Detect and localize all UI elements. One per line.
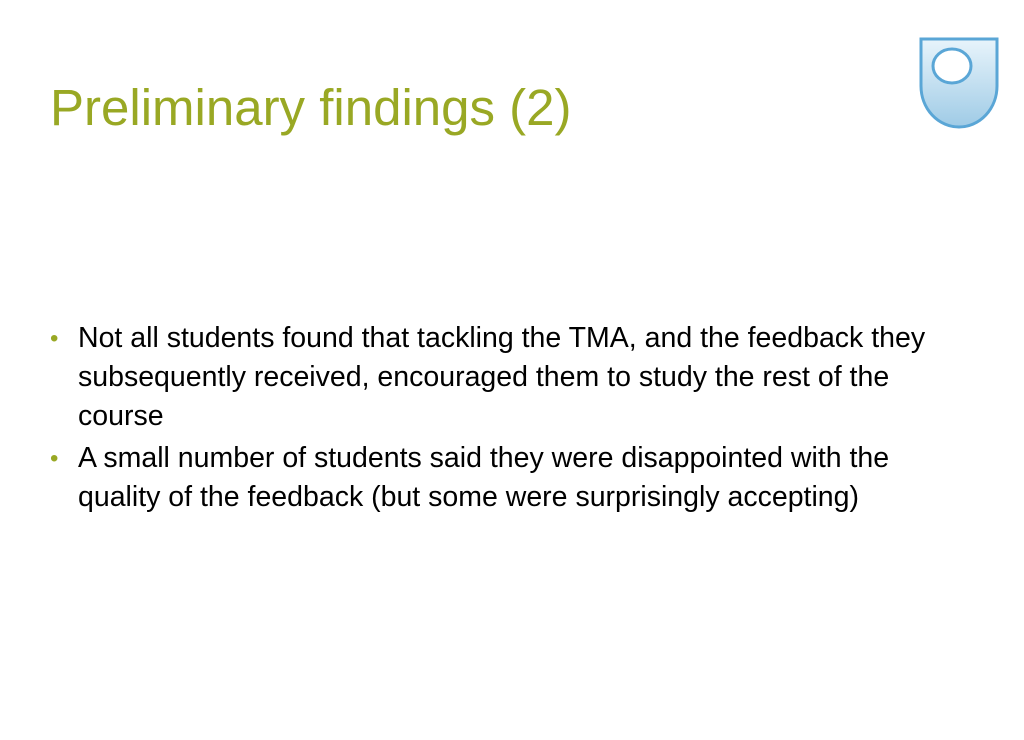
bullet-text: Not all students found that tackling the TMA, and the feedback they subsequently received, encouraged them to study the rest of the course <box>78 322 926 432</box>
bullet-text: A small number of students said they were disappointed with the quality of the feedback (but some were surprisingly accepting) <box>78 442 890 513</box>
bullet-item <box>50 439 960 517</box>
bullet-marker: • <box>50 325 59 352</box>
bullet-item <box>50 319 960 436</box>
bullet-marker: • <box>50 445 59 472</box>
open-university-logo-icon <box>918 36 1000 130</box>
slide-title: Preliminary findings (2) <box>50 79 572 136</box>
bullet-list <box>50 319 960 520</box>
